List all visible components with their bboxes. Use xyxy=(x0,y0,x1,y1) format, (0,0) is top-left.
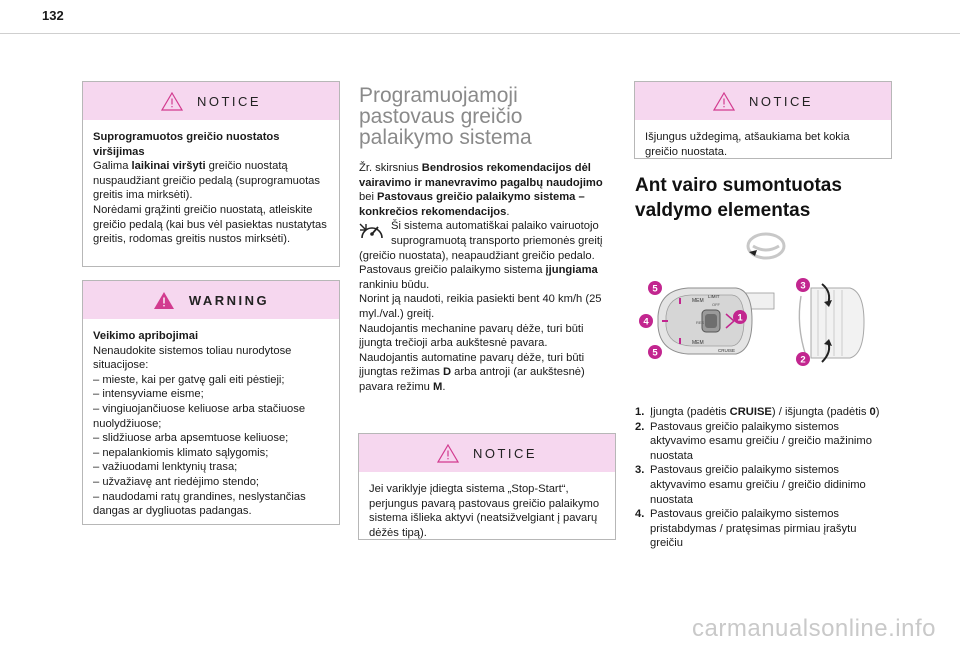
warning-label: WARNING xyxy=(188,292,270,308)
list-item: – slidžiuose arba apsemtuose keliuose; xyxy=(93,432,289,445)
warning-intro: Nenaudokite sistemos toliau nurodytose situacijose: xyxy=(93,344,292,372)
svg-text:3: 3 xyxy=(800,280,806,292)
list-item: – nepalankiomis klimato sąlygomis; xyxy=(93,446,269,459)
svg-text:2: 2 xyxy=(800,354,806,366)
list-item: – važiuodami lenktynių trasa; xyxy=(93,461,238,474)
notice-header xyxy=(83,82,339,120)
notice-box-speed-override xyxy=(82,81,340,267)
stalk-res-label: RES xyxy=(696,320,705,325)
controls-list xyxy=(635,405,885,551)
stalk-mem-label: MEM xyxy=(692,298,704,304)
notice-paragraph-2: Norėdami grąžinti greičio nuostatą, atleiskite greičio pedalą (kai bus vėl pasiektas nustatytas greitis, rodomas greitis nustos mirksėti). xyxy=(93,203,327,246)
callout-badge-1 xyxy=(733,310,747,324)
auto-gearbox-paragraph: Naudojantis automatine pavarų dėže, turi būti įjungtas režimas D arba antroji (ar aukštesnė) pavara režimu M. xyxy=(359,351,585,393)
notice-paragraph-1: Galima laikinai viršyti greičio nuostatą nuspaudžiant greičio pedalą (suprogramuotas greitis ima mirksėti). xyxy=(93,160,321,202)
stalk-mem-label: MEM xyxy=(692,340,704,346)
svg-text:4: 4 xyxy=(643,316,649,328)
activation-paragraph: Pastovaus greičio palaikymo sistema įjungiama rankiniu būdu. xyxy=(359,264,598,291)
section-body xyxy=(359,161,619,395)
warning-triangle-icon xyxy=(713,92,735,111)
list-item: – užvažiavę ant riedėjimo stendo; xyxy=(93,475,260,488)
list-item: – vingiuojančiuose keliuose arba stačiuose nuolydžiuose; xyxy=(93,402,306,430)
warning-title: Veikimo apribojimai xyxy=(93,330,199,342)
stalk-cruise-label: CRUISE xyxy=(718,348,736,353)
notice-header xyxy=(359,434,615,472)
stalk-limit-label: LIMIT xyxy=(708,294,720,299)
list-item: 3. Pastovaus greičio palaikymo sistemos aktyvavimo esamu greičiu / greičio didinimo nuostata xyxy=(635,464,866,506)
reference-paragraph: Žr. skirsnius Bendrosios rekomendacijos dėl vairavimo ir manevravimo pagalbų naudojimo bei Pastovaus greičio palaikymo sistema – konkrečios rekomendacijos. xyxy=(359,162,603,218)
page-number: 132 xyxy=(42,8,64,23)
list-item: – intensyviame eisme; xyxy=(93,388,204,401)
notice-box-ignition xyxy=(634,81,892,159)
watermark: carmanualsonline.info xyxy=(692,615,936,642)
callout-badge-5-bottom xyxy=(648,345,662,359)
warning-header xyxy=(83,281,339,319)
list-item: – naudodami ratų grandines, neslystančias dangas ar dygliuotas padangas. xyxy=(93,490,306,518)
warning-triangle-filled-icon xyxy=(153,291,175,310)
cruise-control-icon xyxy=(359,221,385,248)
callout-badge-4 xyxy=(639,314,653,328)
controls-title: Ant vairo sumontuotas valdymo elementas xyxy=(635,175,842,221)
notice-text: Jei variklyje įdiegta sistema „Stop-Start“, perjungus pavarą pastovaus greičio palaikymo sistema išlieka aktyvi (neatsižvelgiant į pavarų dėžės tipą). xyxy=(369,483,600,539)
list-item: 1. Įjungta (padėtis CRUISE) / išjungta (padėtis 0) xyxy=(635,406,880,418)
notice-label: NOTICE xyxy=(748,93,814,109)
section-title: Programuojamoji pastovaus greičio palaikymo sistema xyxy=(359,84,532,149)
callout-badge-3 xyxy=(796,278,810,292)
notice-label: NOTICE xyxy=(196,93,262,109)
callout-badge-5-top xyxy=(648,281,662,295)
manual-gearbox-paragraph: Naudojantis mechanine pavarų dėže, turi būti įjungta trečioji arba aukštesnė pavara. xyxy=(359,322,584,350)
header-divider xyxy=(0,33,960,34)
steering-wheel-icon xyxy=(745,232,787,269)
notice-title: Suprogramuotos greičio nuostatos viršijimas xyxy=(93,131,280,158)
list-item: 2. Pastovaus greičio palaikymo sistemos aktyvavimo esamu greičiu / greičio mažinimo nuostata xyxy=(635,420,872,462)
system-description: Ši sistema automatiškai palaiko vairuotojo suprogramuotą transporto priemonės greitį (greičio nuostata), neapaudžiant greičio pedalo. xyxy=(359,220,603,262)
svg-text:5: 5 xyxy=(652,347,658,359)
stalk-off-label: OFF xyxy=(712,302,720,307)
notice-header xyxy=(635,82,891,120)
svg-text:5: 5 xyxy=(652,283,658,295)
speed-paragraph: Norint ją naudoti, reikia pasiekti bent 40 km/h (25 myl./val.) greitį. xyxy=(359,293,602,320)
warning-triangle-icon xyxy=(161,92,183,111)
cruise-control-stalk-diagram xyxy=(636,276,876,368)
list-item: 4. Pastovaus greičio palaikymo sistemos pristabdymas / pratęsimas pirmiau įrašytu greičiu xyxy=(635,508,857,550)
warning-box-limitations xyxy=(82,280,340,525)
notice-text: Išjungus uždegimą, atšaukiama bet kokia greičio nuostata. xyxy=(645,131,850,158)
notice-box-stop-start xyxy=(358,433,616,540)
warning-triangle-icon xyxy=(437,444,459,463)
list-item: – mieste, kai per gatvę gali eiti pėstieji; xyxy=(93,373,285,386)
notice-label: NOTICE xyxy=(472,445,538,461)
callout-badge-2 xyxy=(796,352,810,366)
svg-text:1: 1 xyxy=(737,312,743,324)
